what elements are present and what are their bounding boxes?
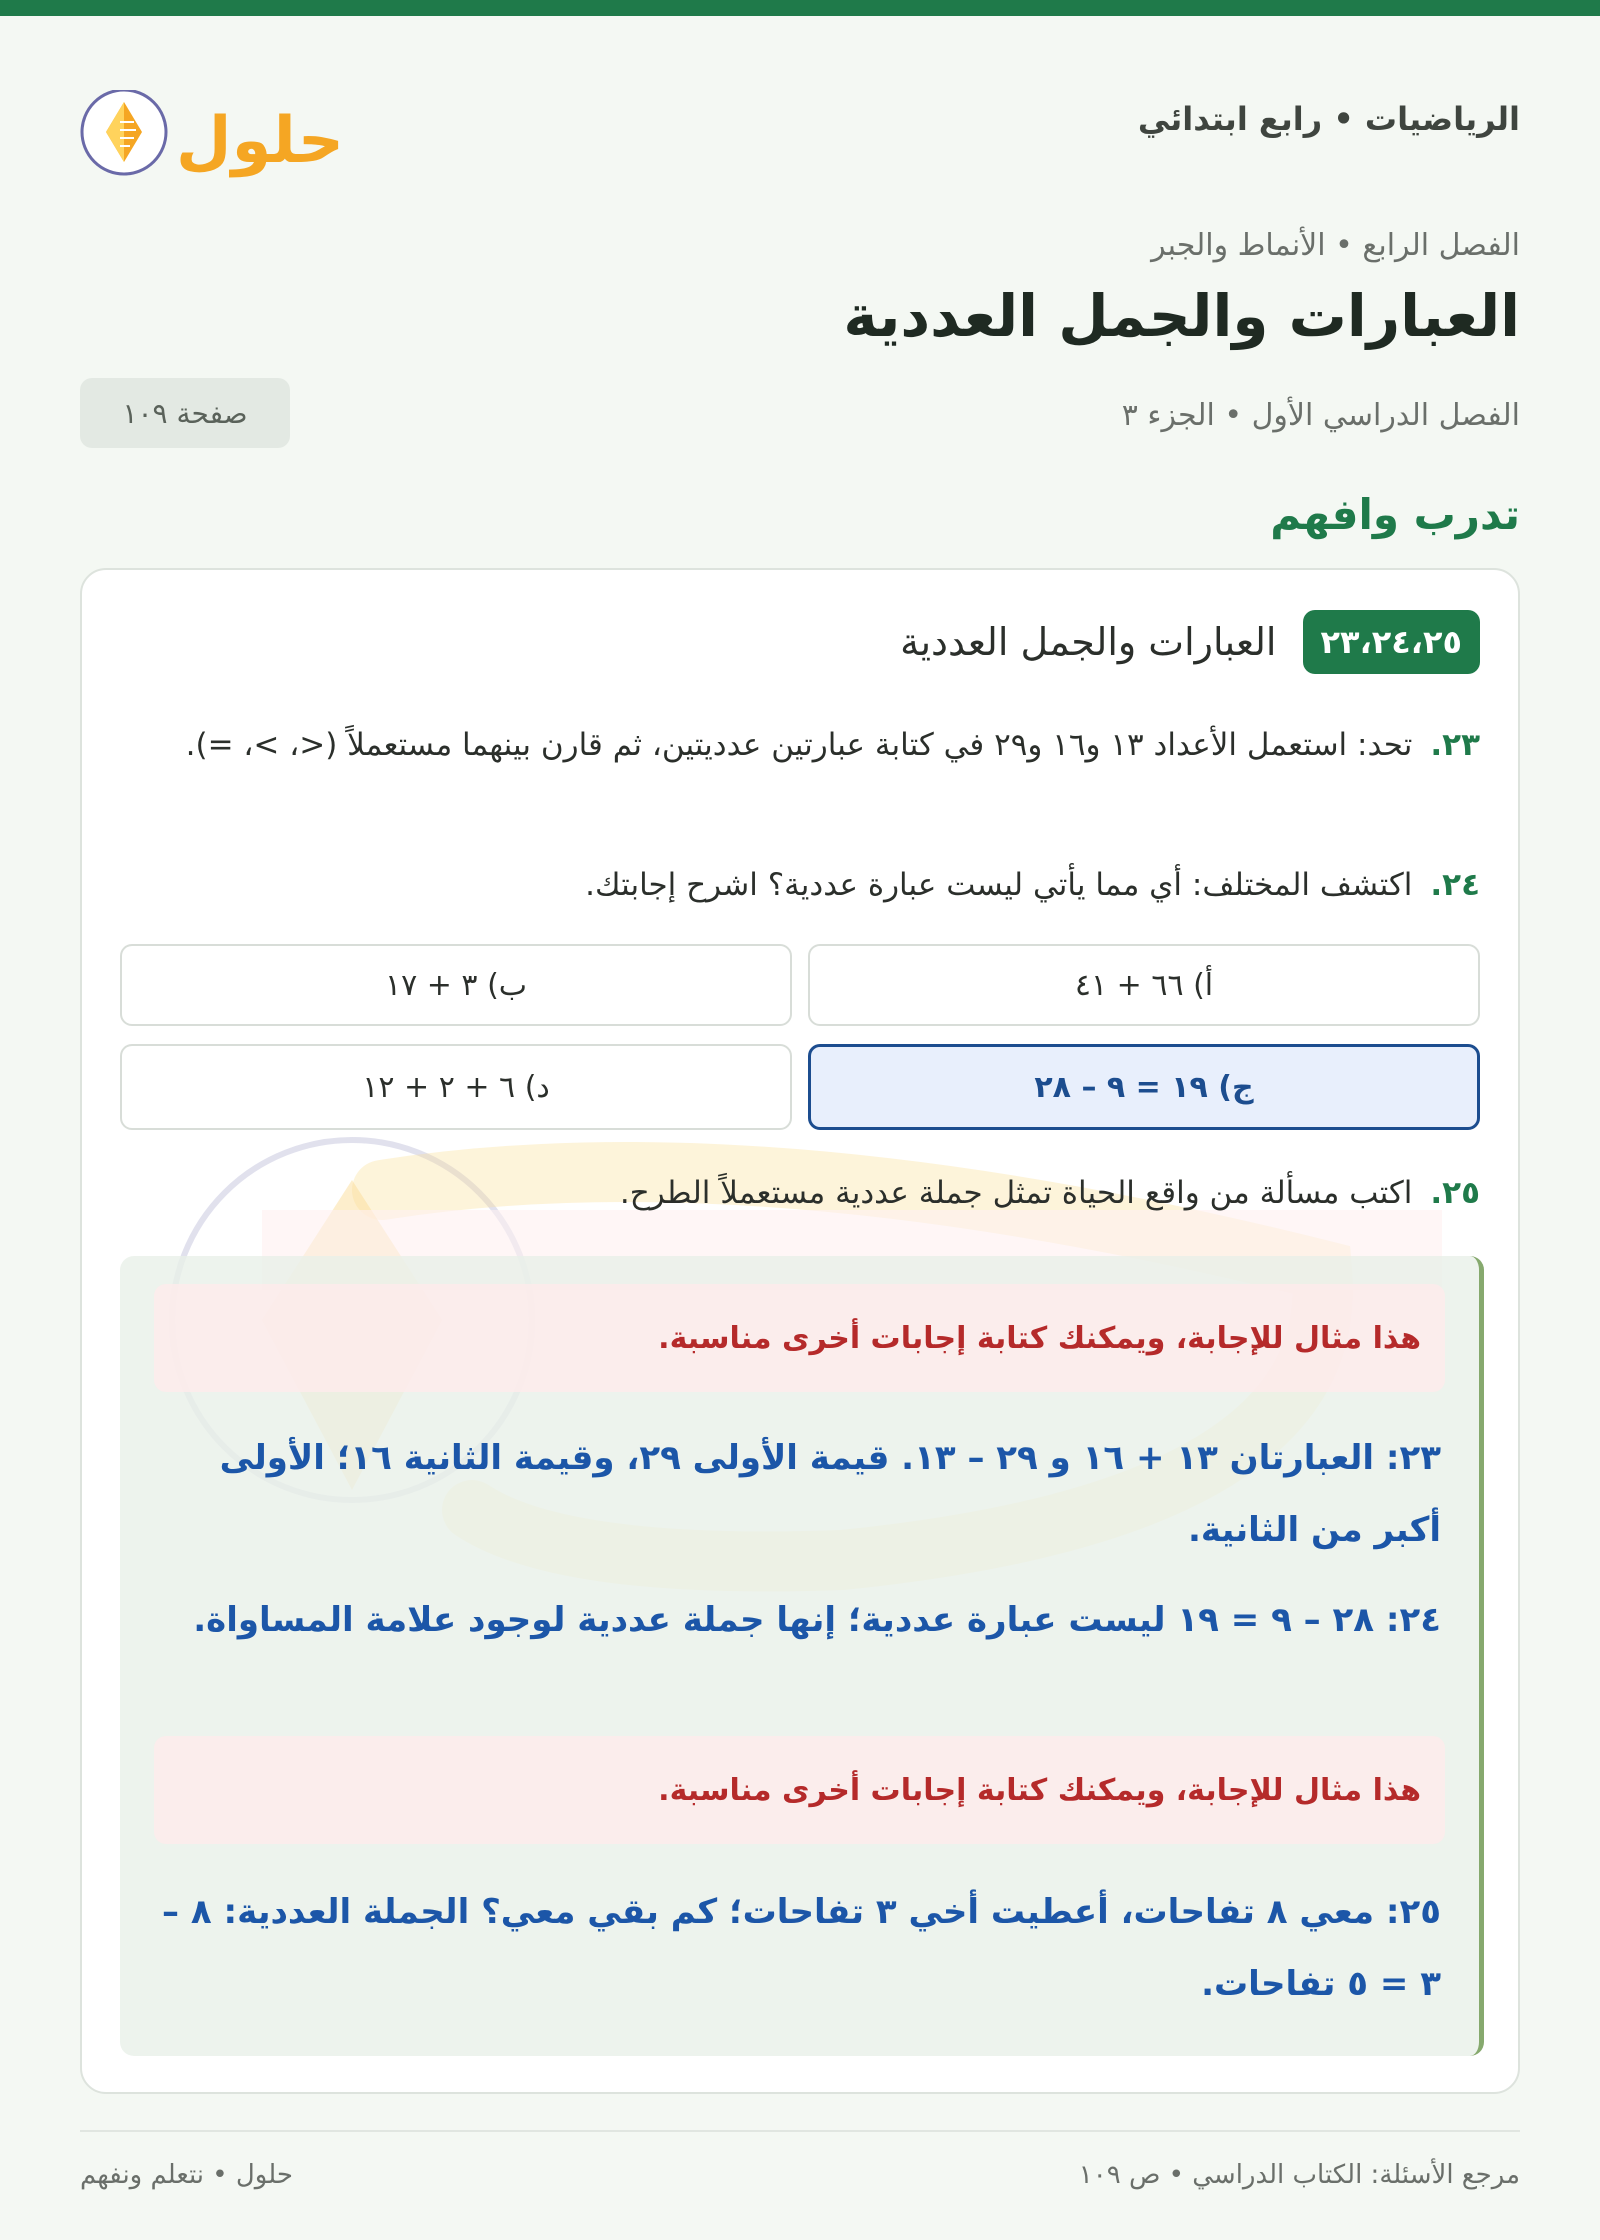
option-b[interactable]: ب) ٣ + ١٧ [120, 944, 792, 1026]
exercise-card [80, 568, 1520, 2094]
answer-23: ٢٣: العبارتان ١٣ + ١٦ و ٢٩ – ١٣. قيمة الأولى ٢٩، وقيمة الثانية ١٦؛ الأولى أكبر من الثانية. [219, 1438, 1441, 1550]
top-accent-bar [0, 0, 1600, 16]
logo-text: حلول [176, 104, 344, 178]
footer-brand: حلول • نتعلم ونفهم [80, 2160, 293, 2190]
page-number-chip: صفحة ١٠٩ [80, 378, 290, 448]
page-title: العبارات والجمل العددية [843, 282, 1520, 350]
card-title: العبارات والجمل العددية [900, 620, 1277, 664]
answer-note: هذا مثال للإجابة، ويمكنك كتابة إجابات أخرى مناسبة. [154, 1284, 1445, 1392]
question-number: ٢٣. [1430, 727, 1480, 763]
header [80, 90, 1520, 190]
option-a[interactable]: أ) ٦٦ + ٤١ [808, 944, 1480, 1026]
term-label: الفصل الدراسي الأول • الجزء ٣ [1121, 398, 1520, 433]
logo[interactable] [80, 90, 355, 190]
chapter-breadcrumb: الفصل الرابع • الأنماط والجبر [1151, 228, 1520, 263]
answer-25: ٢٥: معي ٨ تفاحات، أعطيت أخي ٣ تفاحات؛ كم بقي معي؟ الجملة العددية: ٨ – ٣ = ٥ تفاحات. [162, 1892, 1441, 2004]
footer-reference: مرجع الأسئلة: الكتاب الدراسي • ص ١٠٩ [1078, 2160, 1520, 2190]
option-c[interactable]: ج) ١٩ = ٩ – ٢٨ [808, 1044, 1480, 1130]
book-icon [80, 90, 355, 190]
question-number: ٢٤. [1430, 867, 1480, 903]
question-text: اكتب مسألة من واقع الحياة تمثل جملة عددية مستعملاً الطرح. [619, 1175, 1413, 1211]
answer-note-2: هذا مثال للإجابة، ويمكنك كتابة إجابات أخرى مناسبة. [154, 1736, 1445, 1844]
question-text: تحد: استعمل الأعداد ١٣ و١٦ و٢٩ في كتابة عبارتين عدديتين، ثم قارن بينهما مستعملاً (<، >، =). [185, 727, 1413, 763]
option-d[interactable]: د) ٦ + ٢ + ١٢ [120, 1044, 792, 1130]
question-text: اكتشف المختلف: أي مما يأتي ليست عبارة عددية؟ اشرح إجابتك. [585, 867, 1413, 903]
answer-box [120, 1256, 1484, 2056]
card-header [900, 610, 1480, 674]
answer-24: ٢٤: ٢٨ – ٩ = ١٩ ليست عبارة عددية؛ إنها جملة عددية لوجود علامة المساواة. [193, 1600, 1441, 1640]
question-range-badge: ٢٣،٢٤،٢٥ [1303, 610, 1481, 674]
question-number: ٢٥. [1430, 1175, 1480, 1211]
section-title: تدرب وافهم [1270, 490, 1520, 539]
question-23 [120, 712, 1480, 778]
question-24 [120, 852, 1480, 918]
subject-title: الرياضيات • رابع ابتدائي [1137, 100, 1520, 138]
footer-divider [80, 2130, 1520, 2132]
question-25 [120, 1160, 1480, 1226]
